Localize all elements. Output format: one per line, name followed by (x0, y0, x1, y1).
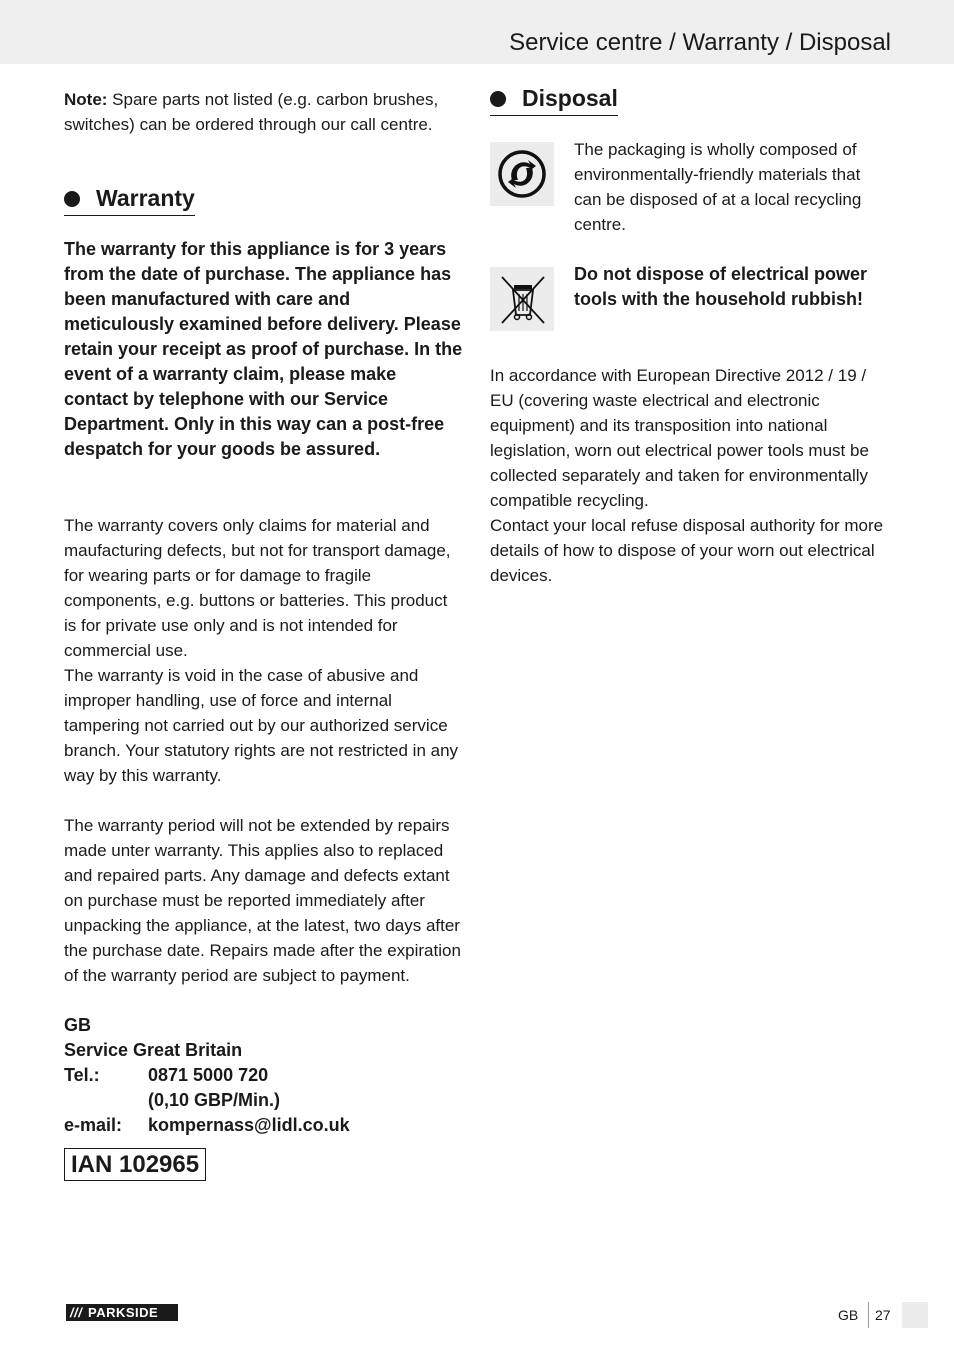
ian-number-box: IAN 102965 (64, 1148, 206, 1181)
logo-brand-name: PARKSIDE (88, 1305, 159, 1320)
note-paragraph (64, 87, 464, 137)
footer-divider (868, 1302, 869, 1328)
tel-rate: (0,10 GBP/Min.) (148, 1090, 281, 1110)
disposal-heading (490, 83, 618, 116)
green-dot-recycling-icon (490, 142, 554, 206)
contact-service-name-text: Service Great Britain (64, 1040, 243, 1060)
page-title: Service centre / Warranty / Disposal (509, 29, 891, 56)
crossed-out-wheelie-bin-icon (490, 267, 554, 331)
weee-icon-box (490, 267, 554, 331)
contact-email-row (64, 1113, 464, 1138)
recycle-icon-box (490, 142, 554, 206)
service-contact (64, 1013, 464, 1138)
page-number: 27 (875, 1307, 891, 1323)
contact-service-name (64, 1038, 464, 1063)
email-label: e-mail: (64, 1115, 123, 1135)
warranty-para-2: The warranty is void in the case of abusive and improper handling, use of force and internal tampering not carried out by our authorized service branch. Your statutory rights are not restricted in any way by this warranty. (64, 666, 459, 785)
logo-slashes: /// (70, 1305, 83, 1320)
email-value: kompernass@lidl.co.uk (148, 1115, 350, 1135)
warning-text: Do not dispose of electrical power tools with the household rubbish! (574, 264, 868, 309)
warranty-para-1: The warranty covers only claims for material and maufacturing defects, but not for transport damage, for wearing parts or for damage to fragile components, e.g. buttons or batteries. This product is for private use only and is not intended for commercial use. (64, 516, 451, 660)
note-text: Spare parts not listed (e.g. carbon brushes, switches) can be ordered through our call centre. (64, 90, 439, 134)
contact-rate-row (64, 1088, 464, 1113)
contact-tel-row (64, 1063, 464, 1088)
warranty-heading (64, 183, 195, 216)
tel-value: 0871 5000 720 (148, 1065, 269, 1085)
warranty-para-3: The warranty period will not be extended by repairs made unter warranty. This applies also to replaced and repaired parts. Any damage and defects extant on purchase must be reported immediately after unpacking the appliance, at the latest, two days after the purchase date. Repairs made after the expiration of the warranty period are subject to payment. (64, 816, 461, 985)
contact-country (64, 1013, 464, 1038)
footer-tab (902, 1302, 928, 1328)
disposal-contact-text: Contact your local refuse disposal authority for more details of how to dispose of your worn out electrical devices. (490, 516, 884, 585)
bullet-icon (64, 191, 80, 207)
directive-text: In accordance with European Directive 2012 / 19 / EU (covering waste electrical and electronic equipment) and its transposition into national legislation, worn out electrical power tools must be collected separately and taken for environmentally compatible recycling. (490, 366, 869, 510)
bullet-icon (490, 91, 506, 107)
tel-label: Tel.: (64, 1065, 100, 1085)
warranty-heading-text: Warranty (96, 185, 195, 211)
packaging-text: The packaging is wholly composed of environmentally-friendly materials that can be disposed of at a local recycling centre. (574, 140, 862, 234)
note-label: Note: (64, 90, 108, 109)
footer-language: GB (838, 1307, 859, 1323)
warranty-intro: The warranty for this appliance is for 3 years from the date of purchase. The appliance has been manufactured with care and meticulously examined before delivery. Please retain your receipt as proof of purchase. In the event of a warranty claim, please make contact by telephone with our Service Department. Only in this way can a post-free despatch for your goods be assured. (64, 239, 463, 459)
parkside-logo (66, 1304, 178, 1321)
disposal-heading-text: Disposal (522, 85, 618, 111)
contact-country-text: GB (64, 1015, 91, 1035)
